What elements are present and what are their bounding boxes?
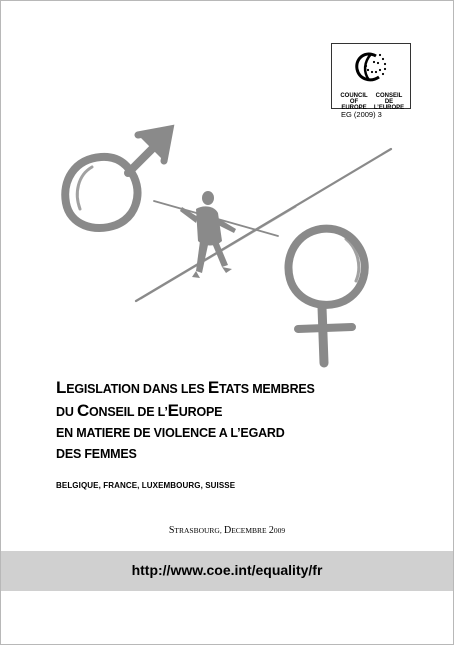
male-symbol-icon: [65, 129, 170, 228]
coe-name-fr: CONSEIL DE L’EUROPE: [373, 93, 405, 111]
title-line-4: DES FEMMES: [56, 447, 137, 461]
place-and-date: STRASBOURG, DECEMBRE 2009: [168, 525, 286, 536]
tightrope-walker-icon: [180, 191, 236, 278]
title-line-1: LEGISLATION DANS LES ETATS MEMBRES: [56, 378, 315, 397]
title-line-2: DU CONSEIL DE L’EUROPE: [56, 401, 223, 420]
document-title: [56, 377, 416, 465]
countries-subtitle: BELGIQUE, FRANCE, LUXEMBOURG, SUISSE: [56, 481, 236, 490]
equality-website-link[interactable]: http://www.coe.int/equality/fr: [131, 562, 323, 578]
document-reference: EG (2009) 3: [341, 110, 382, 119]
tightrope-line: [136, 149, 391, 301]
gender-balance-illustration: [46, 121, 396, 371]
coe-name-en: COUNCIL OF EUROPE: [340, 93, 368, 111]
title-line-3: EN MATIERE DE VIOLENCE A L’EGARD: [56, 426, 285, 440]
female-symbol-icon: [288, 229, 364, 363]
footer-url-band: [1, 551, 453, 591]
coe-emblem-icon: [350, 48, 390, 88]
council-of-europe-logo: [331, 43, 411, 109]
